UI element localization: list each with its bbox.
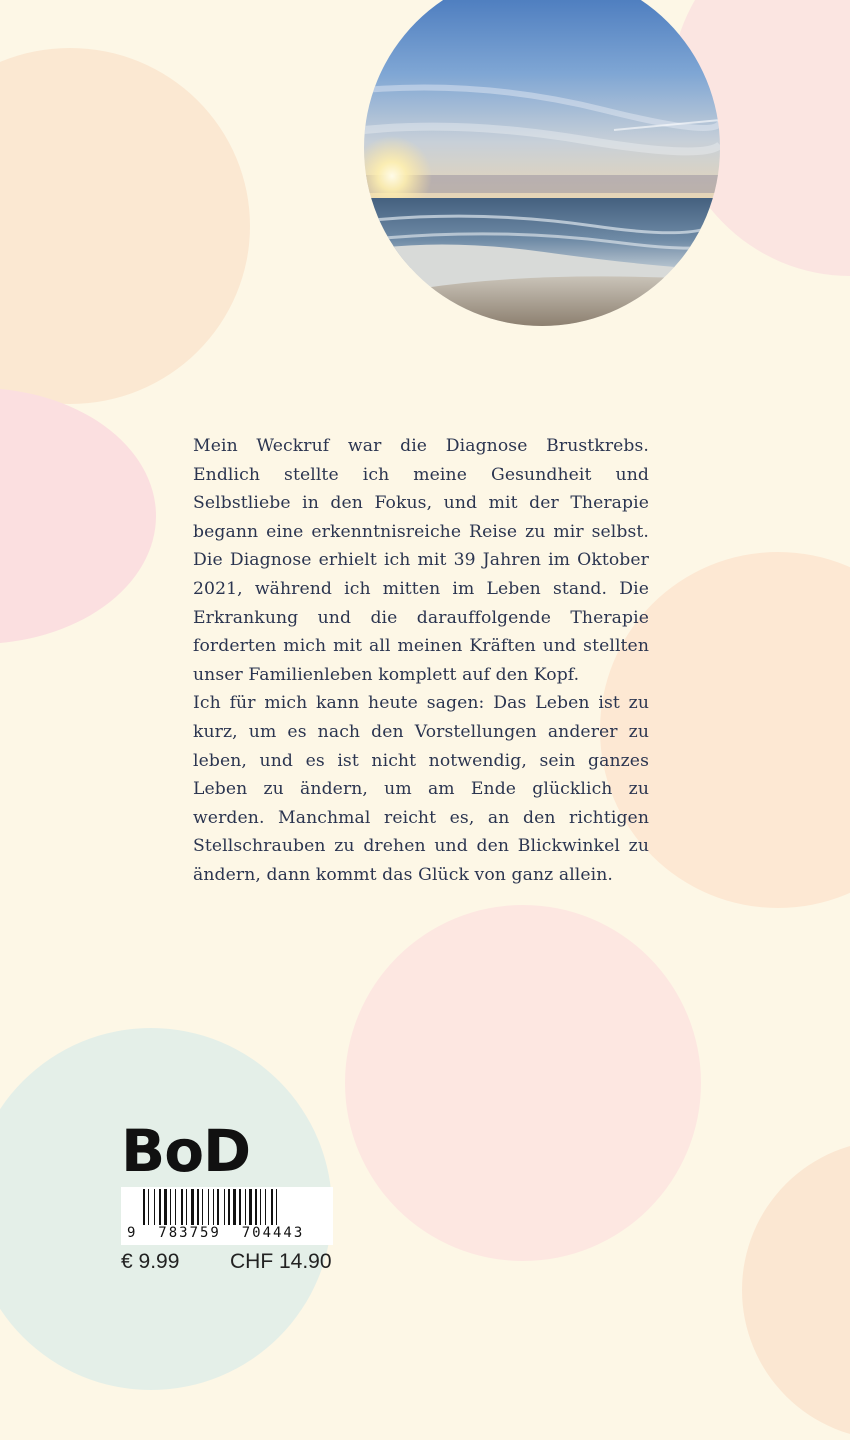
barcode-bar	[181, 1189, 183, 1225]
barcode-bar	[186, 1189, 187, 1225]
blurb-paragraph-1: Mein Weckruf war die Diagnose Brustkrebs. Endlich stellte ich meine Gesundheit und Selbstliebe in den Fokus, und mit der Therapie begann eine erkenntnisreiche Reise zu mir selbst. Die Diagnose erhielt ich mit 39 Jahren im Oktober 2021, während ich mitten im Leben stand. Die Erkrankung und die darauffolgende Therapie forderten mich mit all meinen Kräften und stellten unser Familienleben komplett auf den Kopf.	[193, 436, 649, 685]
barcode-bar	[175, 1189, 176, 1225]
barcode-bar	[213, 1189, 214, 1225]
barcode-bar	[239, 1189, 241, 1225]
beach-sunset-photo	[364, 0, 720, 326]
publisher-logo: BoD	[121, 1117, 251, 1185]
price-chf: CHF 14.90	[230, 1250, 332, 1273]
decor-dot-peach-top-left	[0, 48, 250, 404]
barcode-bar	[164, 1189, 167, 1225]
barcode-bar	[271, 1189, 273, 1225]
barcode-bar	[260, 1189, 261, 1225]
barcode-bar	[249, 1189, 252, 1225]
decor-dot-pink-center	[345, 905, 701, 1261]
back-cover-blurb	[193, 432, 649, 890]
barcode-bar	[208, 1189, 209, 1225]
barcode-bar	[228, 1189, 230, 1225]
isbn-number: 9 783759 704443	[127, 1225, 327, 1241]
price-eur: € 9.99	[121, 1250, 180, 1273]
barcode-bar	[197, 1189, 199, 1225]
barcode-bar	[233, 1189, 236, 1225]
barcode-bar	[143, 1189, 145, 1225]
decor-dot-peach-bottom-right	[742, 1140, 850, 1440]
barcode-bar	[255, 1189, 257, 1225]
barcode-bar	[217, 1189, 219, 1225]
barcode-bar	[148, 1189, 149, 1225]
decor-dot-pink-left	[0, 388, 156, 644]
barcode-bar	[191, 1189, 194, 1225]
blurb-paragraph-2: Ich für mich kann heute sagen: Das Leben ist zu kurz, um es nach den Vorstellungen anderer zu leben, und es ist nicht notwendig, sein ganzes Leben zu ändern, um am Ende glücklich zu werden. Manchmal reicht es, an den richtigen Stellschrauben zu drehen und den Blickwinkel zu ändern, dann kommt das Glück von ganz allein.	[193, 693, 649, 885]
barcode-bar	[154, 1189, 155, 1225]
barcode-bar	[245, 1189, 246, 1225]
barcode-bar	[224, 1189, 225, 1225]
isbn-barcode	[121, 1187, 333, 1245]
barcode-bar	[276, 1189, 277, 1225]
barcode-bar	[202, 1189, 203, 1225]
barcode-bar	[265, 1189, 266, 1225]
barcode-bar	[159, 1189, 161, 1225]
barcode-bar	[170, 1189, 171, 1225]
